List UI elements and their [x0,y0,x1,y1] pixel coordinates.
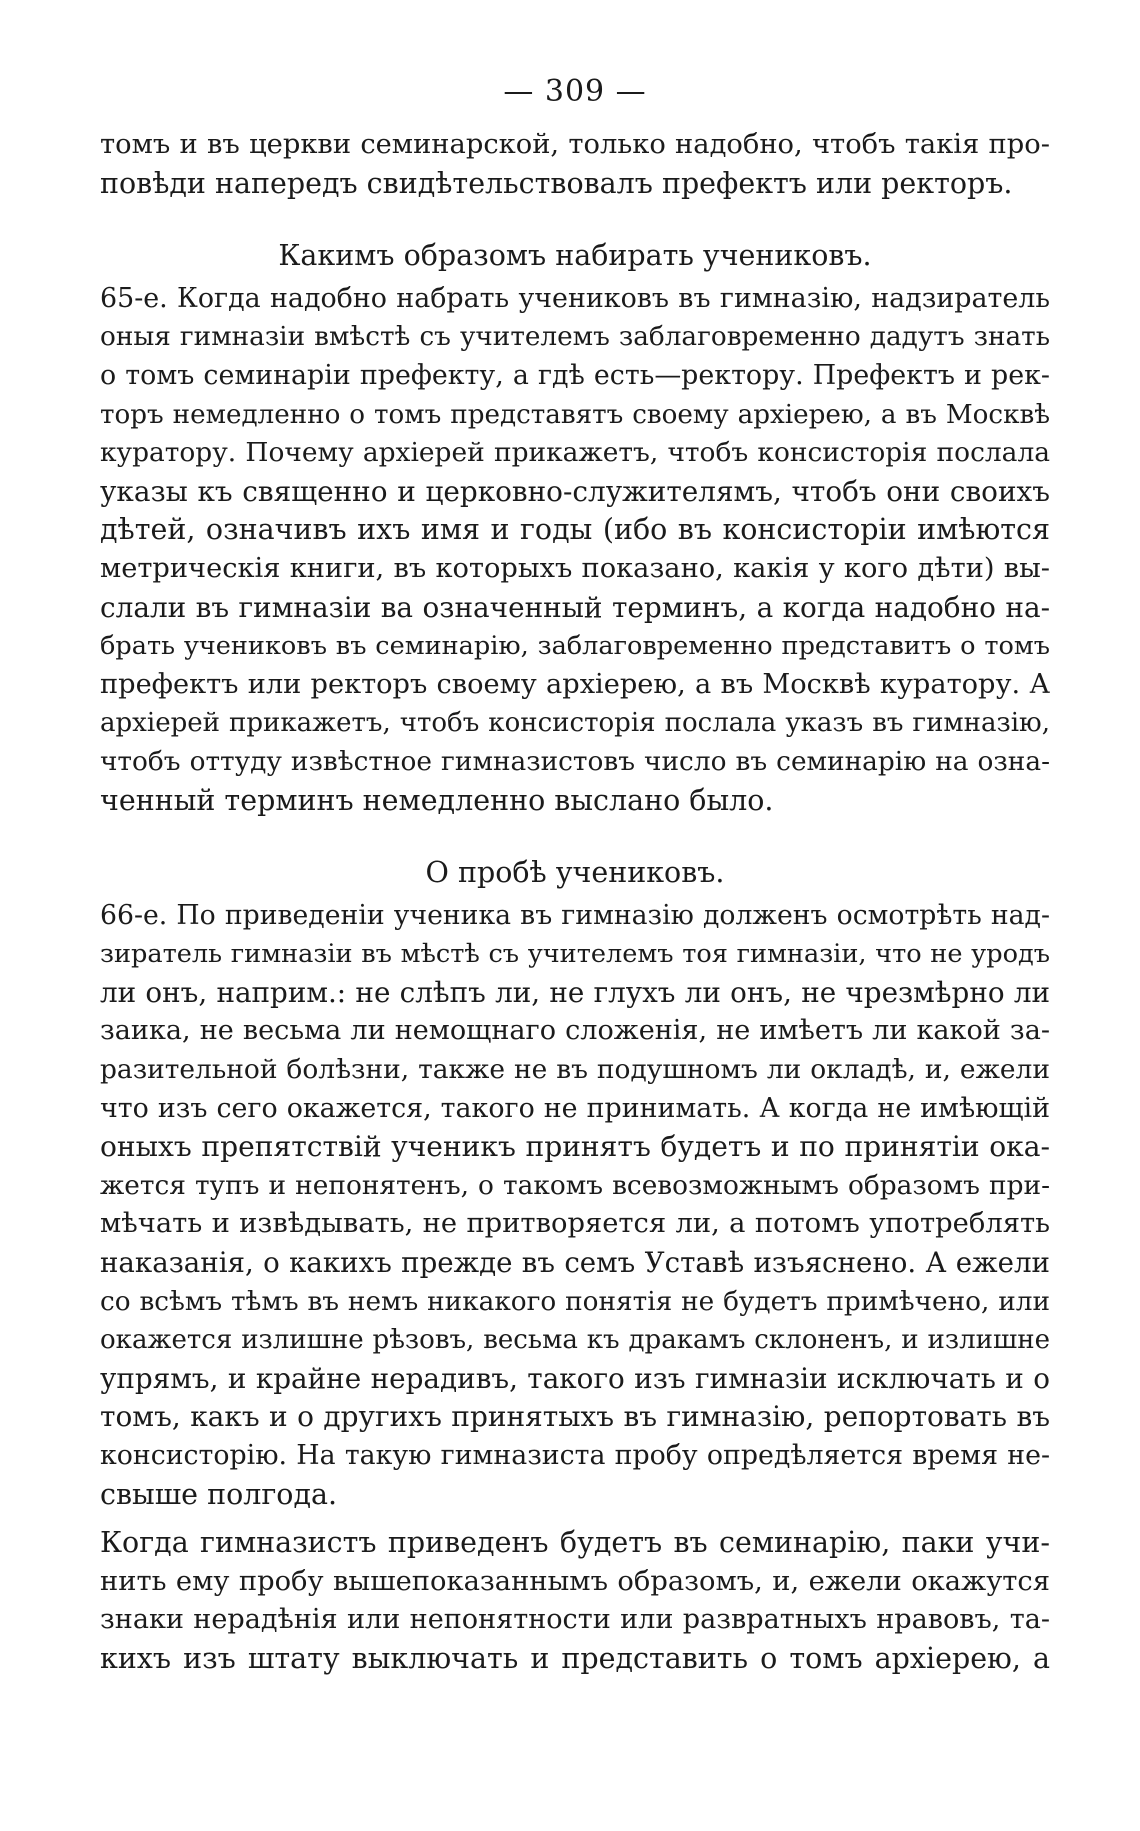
book-page [100,72,1050,1679]
text-line: дѣтей, означивъ ихъ имя и годы (ибо въ консисторіи имѣются [100,513,1050,547]
text-line: повѣди напередъ свидѣтельствовалъ префектъ или ректоръ. [100,166,1013,200]
text-line: жется тупъ и непонятенъ, о такомъ всевозможнымъ образомъ при- [100,1170,1050,1201]
text-line: кихъ изъ штату выключать и представить о томъ архіерею, а [100,1641,1050,1675]
text-line: наказанія, о какихъ прежде въ семъ Уставѣ изъяснено. А ежели [100,1246,1050,1280]
paragraph-66 [100,897,1050,1515]
text-line: о томъ семинаріи префекту, а гдѣ есть—ректору. Префектъ и рек- [100,359,1050,391]
text-line: указы къ священно и церковно-служителямъ, чтобъ они своихъ [100,474,1050,508]
closing-paragraph [100,1524,1050,1678]
page-number: — 309 — [503,74,647,109]
text-line: знаки нерадѣнія или непонятности или развратныхъ нравовъ, та- [100,1604,1050,1636]
intro-paragraph [100,126,1050,203]
paragraph-65 [100,280,1050,820]
text-line: заика, не весьма ли немощнаго сложенія, не имѣетъ ли какой за- [100,1015,1050,1047]
text-line: упрямъ, и крайне нерадивъ, такого изъ гимназіи исключать и о [100,1361,1050,1395]
text-line: брать учениковъ въ семинарію, заблаговременно представитъ о томъ [100,631,1050,662]
text-line: окажется излишне рѣзовъ, весьма къ дракамъ склоненъ, и излишне [100,1325,1050,1356]
text-line: разительной болѣзни, также не въ подушномъ ли окладѣ, и, ежели [100,1054,1050,1086]
text-line: 65-е. Когда надобно набрать учениковъ въ гимназію, надзиратель [100,282,1050,314]
text-line: слали въ гимназіи ва означенный терминъ, а когда надобно на- [100,590,1050,624]
text-line: свыше полгода. [100,1477,338,1511]
text-line: Когда гимназистъ приведенъ будетъ въ семинарію, паки учи- [100,1526,1050,1560]
text-line: нить ему пробу вышепоказаннымъ образомъ, и, ежели окажутся [100,1565,1050,1597]
text-line: оныхъ препятствій ученикъ принятъ будетъ и по принятіи ока- [100,1130,1050,1164]
text-line: торъ немедленно о томъ представятъ своему архіерею, а въ Москвѣ [100,399,1050,430]
text-line: зиратель гимназіи въ мѣстѣ съ учителемъ тоя гимназіи, что не уродъ [100,939,1050,970]
text-line: оныя гимназіи вмѣстѣ съ учителемъ заблаговременно дадутъ знать [100,322,1050,353]
text-line: префектъ или ректоръ своему архіерею, а въ Москвѣ куратору. А [100,668,1050,700]
text-line: мѣчать и извѣдывать, не притворяется ли, а потомъ употреблять [100,1208,1050,1240]
text-line: томъ, какъ и о другихъ принятыхъ въ гимназію, репортовать въ [100,1400,1050,1434]
text-line: архіерей прикажетъ, чтобъ консисторія послала указъ въ гимназію, [100,708,1050,739]
text-line: куратору. Почему архіерей прикажетъ, чтобъ консисторія послала [100,437,1050,469]
text-line: ли онъ, наприм.: не слѣпъ ли, не глухъ ли онъ, не чрезмѣрно ли [100,975,1050,1009]
section-heading-admission: Какимъ образомъ набирать учениковъ. [278,239,872,273]
text-line: метрическія книги, въ которыхъ показано, какія у кого дѣти) вы- [100,552,1050,584]
text-line: томъ и въ церкви семинарской, только надобно, чтобъ такія про- [100,129,1050,160]
text-line: 66-е. По приведеніи ученика въ гимназію долженъ осмотрѣть над- [100,899,1050,931]
section-heading-trial: О пробѣ учениковъ. [425,856,725,890]
text-line: чтобъ оттуду извѣстное гимназистовъ число въ семинарію на озна- [100,746,1050,777]
text-line: что изъ сего окажется, такого не принимать. А когда не имѣющій [100,1092,1050,1124]
text-line: ченный терминъ немедленно выслано было. [100,783,774,817]
text-line: со всѣмъ тѣмъ въ немъ никакого понятія не будетъ примѣчено, или [100,1286,1050,1317]
text-line: консисторію. На такую гимназиста пробу опредѣляется время не- [100,1440,1050,1471]
